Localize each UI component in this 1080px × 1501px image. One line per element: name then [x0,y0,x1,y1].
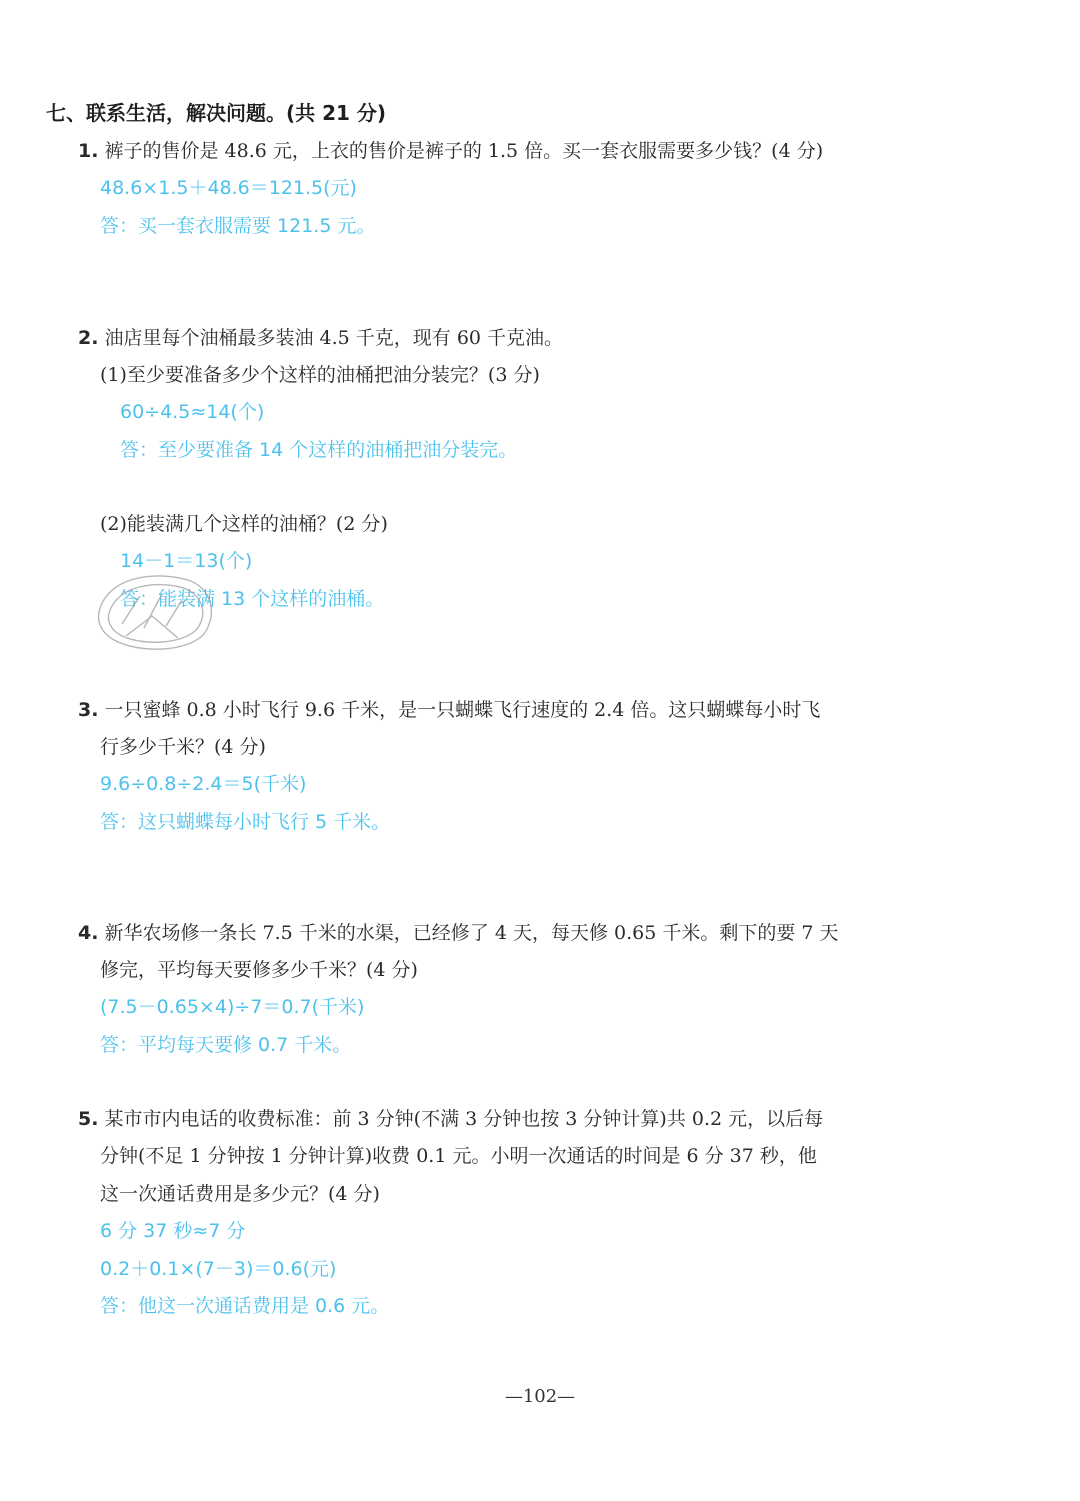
question-text: 油店里每个油桶最多装油 4.5 千克，现有 60 千克油。 [104,327,564,349]
page-number: —102— [504,1386,576,1407]
answer-calc: 48.6×1.5＋48.6＝121.5(元) [100,177,357,199]
answer-calc: 14－1＝13(个) [120,550,253,572]
answer-statement: 答：买一套衣服需要 121.5 元。 [100,215,376,237]
question-number: 5. [78,1108,99,1130]
answer-statement: 答：平均每天要修 0.7 千米。 [100,1034,352,1056]
question-text: 新华农场修一条长 7.5 千米的水渠，已经修了 4 天，每天修 0.65 千米。剩下的要 7 天 [104,922,839,944]
question-5 [78,1106,823,1132]
subquestion-1: (1)至少要准备多少个这样的油桶把油分装完？(3 分) [100,364,540,386]
answer-calc: (7.5－0.65×4)÷7＝0.7(千米) [100,996,365,1018]
question-text-cont: 行多少千米？(4 分) [100,736,266,758]
question-number: 2. [78,327,99,349]
answer-statement: 答：这只蝴蝶每小时飞行 5 千米。 [100,811,391,833]
question-number: 4. [78,922,99,944]
answer-conversion: 6 分 37 秒≈7 分 [100,1220,246,1242]
question-text: 一只蜜蜂 0.8 小时飞行 9.6 千米，是一只蝴蝶飞行速度的 2.4 倍。这只蝴蝶每小时飞 [104,699,821,721]
question-text: 裤子的售价是 48.6 元，上衣的售价是裤子的 1.5 倍。买一套衣服需要多少钱？(4 分) [104,140,824,162]
question-number: 3. [78,699,99,721]
answer-statement: 答：能装满 13 个这样的油桶。 [120,588,385,610]
question-text: 某市市内电话的收费标准：前 3 分钟(不满 3 分钟也按 3 分钟计算)共 0.2 元，以后每 [104,1108,824,1130]
answer-statement: 答：至少要准备 14 个这样的油桶把油分装完。 [120,439,518,461]
answer-statement: 答：他这一次通话费用是 0.6 元。 [100,1295,390,1317]
question-1 [78,138,823,164]
question-text-cont: 修完，平均每天要修多少千米？(4 分) [100,959,418,981]
question-3 [78,697,820,723]
answer-calc: 0.2＋0.1×(7－3)＝0.6(元) [100,1258,337,1280]
question-number: 1. [78,140,99,162]
question-2 [78,325,563,351]
stamp-watermark [92,566,222,656]
section-title: 七、联系生活，解决问题。(共 21 分) [46,101,387,125]
question-text-cont: 分钟(不足 1 分钟按 1 分钟计算)收费 0.1 元。小明一次通话的时间是 6 分 37 秒，他 [100,1145,817,1167]
question-text-cont: 这一次通话费用是多少元？(4 分) [100,1183,380,1205]
answer-calc: 9.6÷0.8÷2.4＝5(千米) [100,773,307,795]
question-4 [78,920,839,946]
subquestion-2: (2)能装满几个这样的油桶？(2 分) [100,513,388,535]
answer-calc: 60÷4.5≈14(个) [120,401,265,423]
